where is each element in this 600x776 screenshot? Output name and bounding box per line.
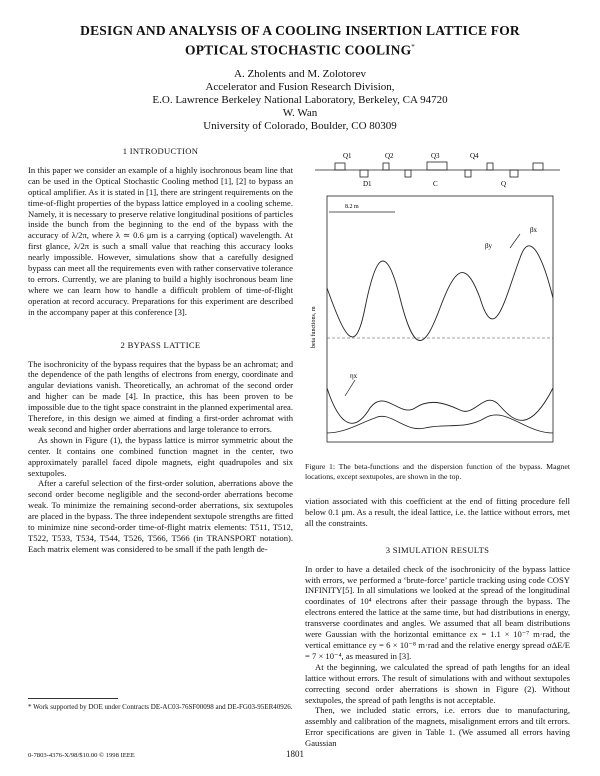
element-label: Q1 bbox=[343, 152, 352, 160]
element-label: C bbox=[433, 180, 438, 188]
paragraph: viation associated with this coefficient at the end of fitting procedure fell below 0.1 μm. As a result, the ideal lattice, i.e. the lattice without errors, met all the constraints. bbox=[305, 496, 570, 528]
section-heading: 3 SIMULATION RESULTS bbox=[385, 544, 490, 555]
curve-label: ηx bbox=[350, 372, 358, 380]
element-label: Q bbox=[501, 180, 507, 188]
paragraph: In order to have a detailed check of the isochronicity of the bypass lattice with errors, we performed a ‘brute-force’ particle tracking using code COSY INFINITY[5]. In all simulations we looked at the spread of the longitudinal coordinates of 10⁴ electrons after their passage through the bypass. The electrons entered the lattice at the same time, but had distributions in energy, transverse coordinates and angles. We assumed that all beam distributions were Gaussian with the horizontal emittance εx = 1.1 × 10⁻⁷ m·rad, the vertical emittance εy = 6 × 10⁻⁸ m·rad and the relative energy spread σΔE/E = 7 × 10⁻⁴, as measured in [3]. bbox=[305, 563, 570, 661]
paragraph: After a careful selection of the first-order solution, aberrations above the second order become negligible and the second-order aberrations become weak. To minimize the remaining second-order aberrations, six sextupoles are placed in the bypass. The three independent sextupole strengths are fitted to minimize nine second-order time-of-flight matrix elements: T511, T512, T522, T533, T534, T544, T526, T566, T566 (in TRANSPORT notation). Each matrix element was considered to be small if the path length de- bbox=[28, 478, 293, 554]
dimension-label: 8.2 m bbox=[345, 204, 359, 210]
page-number: 1801 bbox=[286, 749, 304, 759]
beta-y-curve bbox=[327, 388, 553, 423]
paragraph: As shown in Figure (1), the bypass lattice is mirror symmetric about the center. It contains one combined function magnet in the center, two approximately parallel faced dipole magnets, eight quadrupoles and six sextupoles. bbox=[28, 434, 293, 478]
paragraph: At the beginning, we calculated the spread of path lengths for an ideal lattice without errors. The result of simulations with and without sextupoles correcting second order aberrations is shown in Figure (2). Without sextupoles, the spread of path lengths is not acceptable. bbox=[305, 661, 570, 705]
element-label: Q4 bbox=[470, 152, 479, 160]
element-label: Q3 bbox=[431, 152, 440, 160]
section-heading: 2 BYPASS LATTICE bbox=[120, 339, 201, 350]
plot-frame bbox=[327, 196, 553, 442]
beta-function-plot bbox=[305, 148, 570, 452]
beta-x-curve bbox=[327, 246, 553, 341]
author-line: A. Zholents and M. Zolotorev bbox=[234, 68, 366, 80]
author-line: E.O. Lawrence Berkeley National Laboratory, Berkeley, CA 94720 bbox=[152, 94, 448, 106]
curve-label: βy bbox=[485, 242, 493, 250]
author-line: W. Wan bbox=[282, 107, 318, 119]
paper-title bbox=[30, 22, 570, 59]
right-column bbox=[305, 496, 570, 749]
copyright-footer: 0-7803-4376-X/98/$10.00 © 1998 IEEE bbox=[28, 752, 135, 759]
curve-label: βx bbox=[530, 226, 538, 234]
paragraph: The isochronicity of the bypass requires that the bypass be an achromat; and the dependence of the path lengths of electrons from energy, coordinate and angular deviations vanish. Theoretically, an achromat of the second order and higher can be made [4]. In practice, this has been proven to be impossible due to the tight space constraint in the planned experimental area. Therefore, in this design we aimed at finding a first-order achromat with weak second and higher order aberrations and large tolerance to errors. bbox=[28, 358, 293, 434]
title-line-1: DESIGN AND ANALYSIS OF A COOLING INSERTION LATTICE FOR bbox=[80, 23, 520, 38]
figure-caption: Figure 1: The beta-functions and the dispersion function of the bypass. Magnet locations, except sextupoles, are shown in the top. bbox=[305, 462, 570, 481]
element-label: D1 bbox=[363, 180, 372, 188]
dispersion-curve bbox=[327, 415, 553, 433]
footnote-rule bbox=[28, 698, 118, 699]
label-pointer bbox=[345, 380, 355, 396]
section-heading: 1 INTRODUCTION bbox=[122, 146, 199, 156]
title-footnote-mark: * bbox=[411, 43, 415, 51]
title-line-2: OPTICAL STOCHASTIC COOLING bbox=[185, 42, 412, 58]
author-line: University of Colorado, Boulder, CO 80309 bbox=[203, 120, 397, 132]
y-axis-label: beta functions, m bbox=[311, 306, 317, 348]
author-line: Accelerator and Fusion Research Division, bbox=[205, 81, 395, 93]
magnet-layout bbox=[335, 162, 543, 177]
paragraph: In this paper we consider an example of a highly isochronous beam line that can be used in the Optical Stochastic Cooling method [1], [2] to bypass an optical amplifier. As it is stated in [1], there are stringent requirements on the time-of-flight properties of the bypass lattice employed in a cooling scheme. Namely, it is necessary to preserve relative longitudinal positions of particles inside the bunch from the beginning to the end of the bypass with the accuracy of λ/2π, where λ ≃ 0.6 μm is a carrying (optical) wavelength. At first glance, λ/2π is such a small value that reaching this accuracy looks nearly impossible. However, simulations show that a carefully designed bypass can meet all the requirements even with rather conservative tolerance to errors. Currently, we are planing to build a highly isochronous beam line where we can learn how to handle a difficult problem of time-of-flight operation at record accuracy. Preparations for this experiment are described in the accompany paper at this conference [3]. bbox=[28, 164, 293, 317]
author-block bbox=[30, 68, 570, 133]
left-column bbox=[28, 146, 293, 555]
figure-1 bbox=[305, 148, 570, 452]
label-pointer bbox=[510, 234, 520, 248]
paragraph: Then, we included static errors, i.e. errors due to manufacturing, assembly and calibration of the magnets, misalignment errors and tilt errors. Error specifications are given in Table 1. (We assumed all errors having Gaussian bbox=[305, 705, 570, 749]
footnote: * Work supported by DOE under Contracts DE-AC03-76SF00098 and DE-FG03-95ER40926. bbox=[28, 703, 293, 711]
element-label: Q2 bbox=[385, 152, 394, 160]
